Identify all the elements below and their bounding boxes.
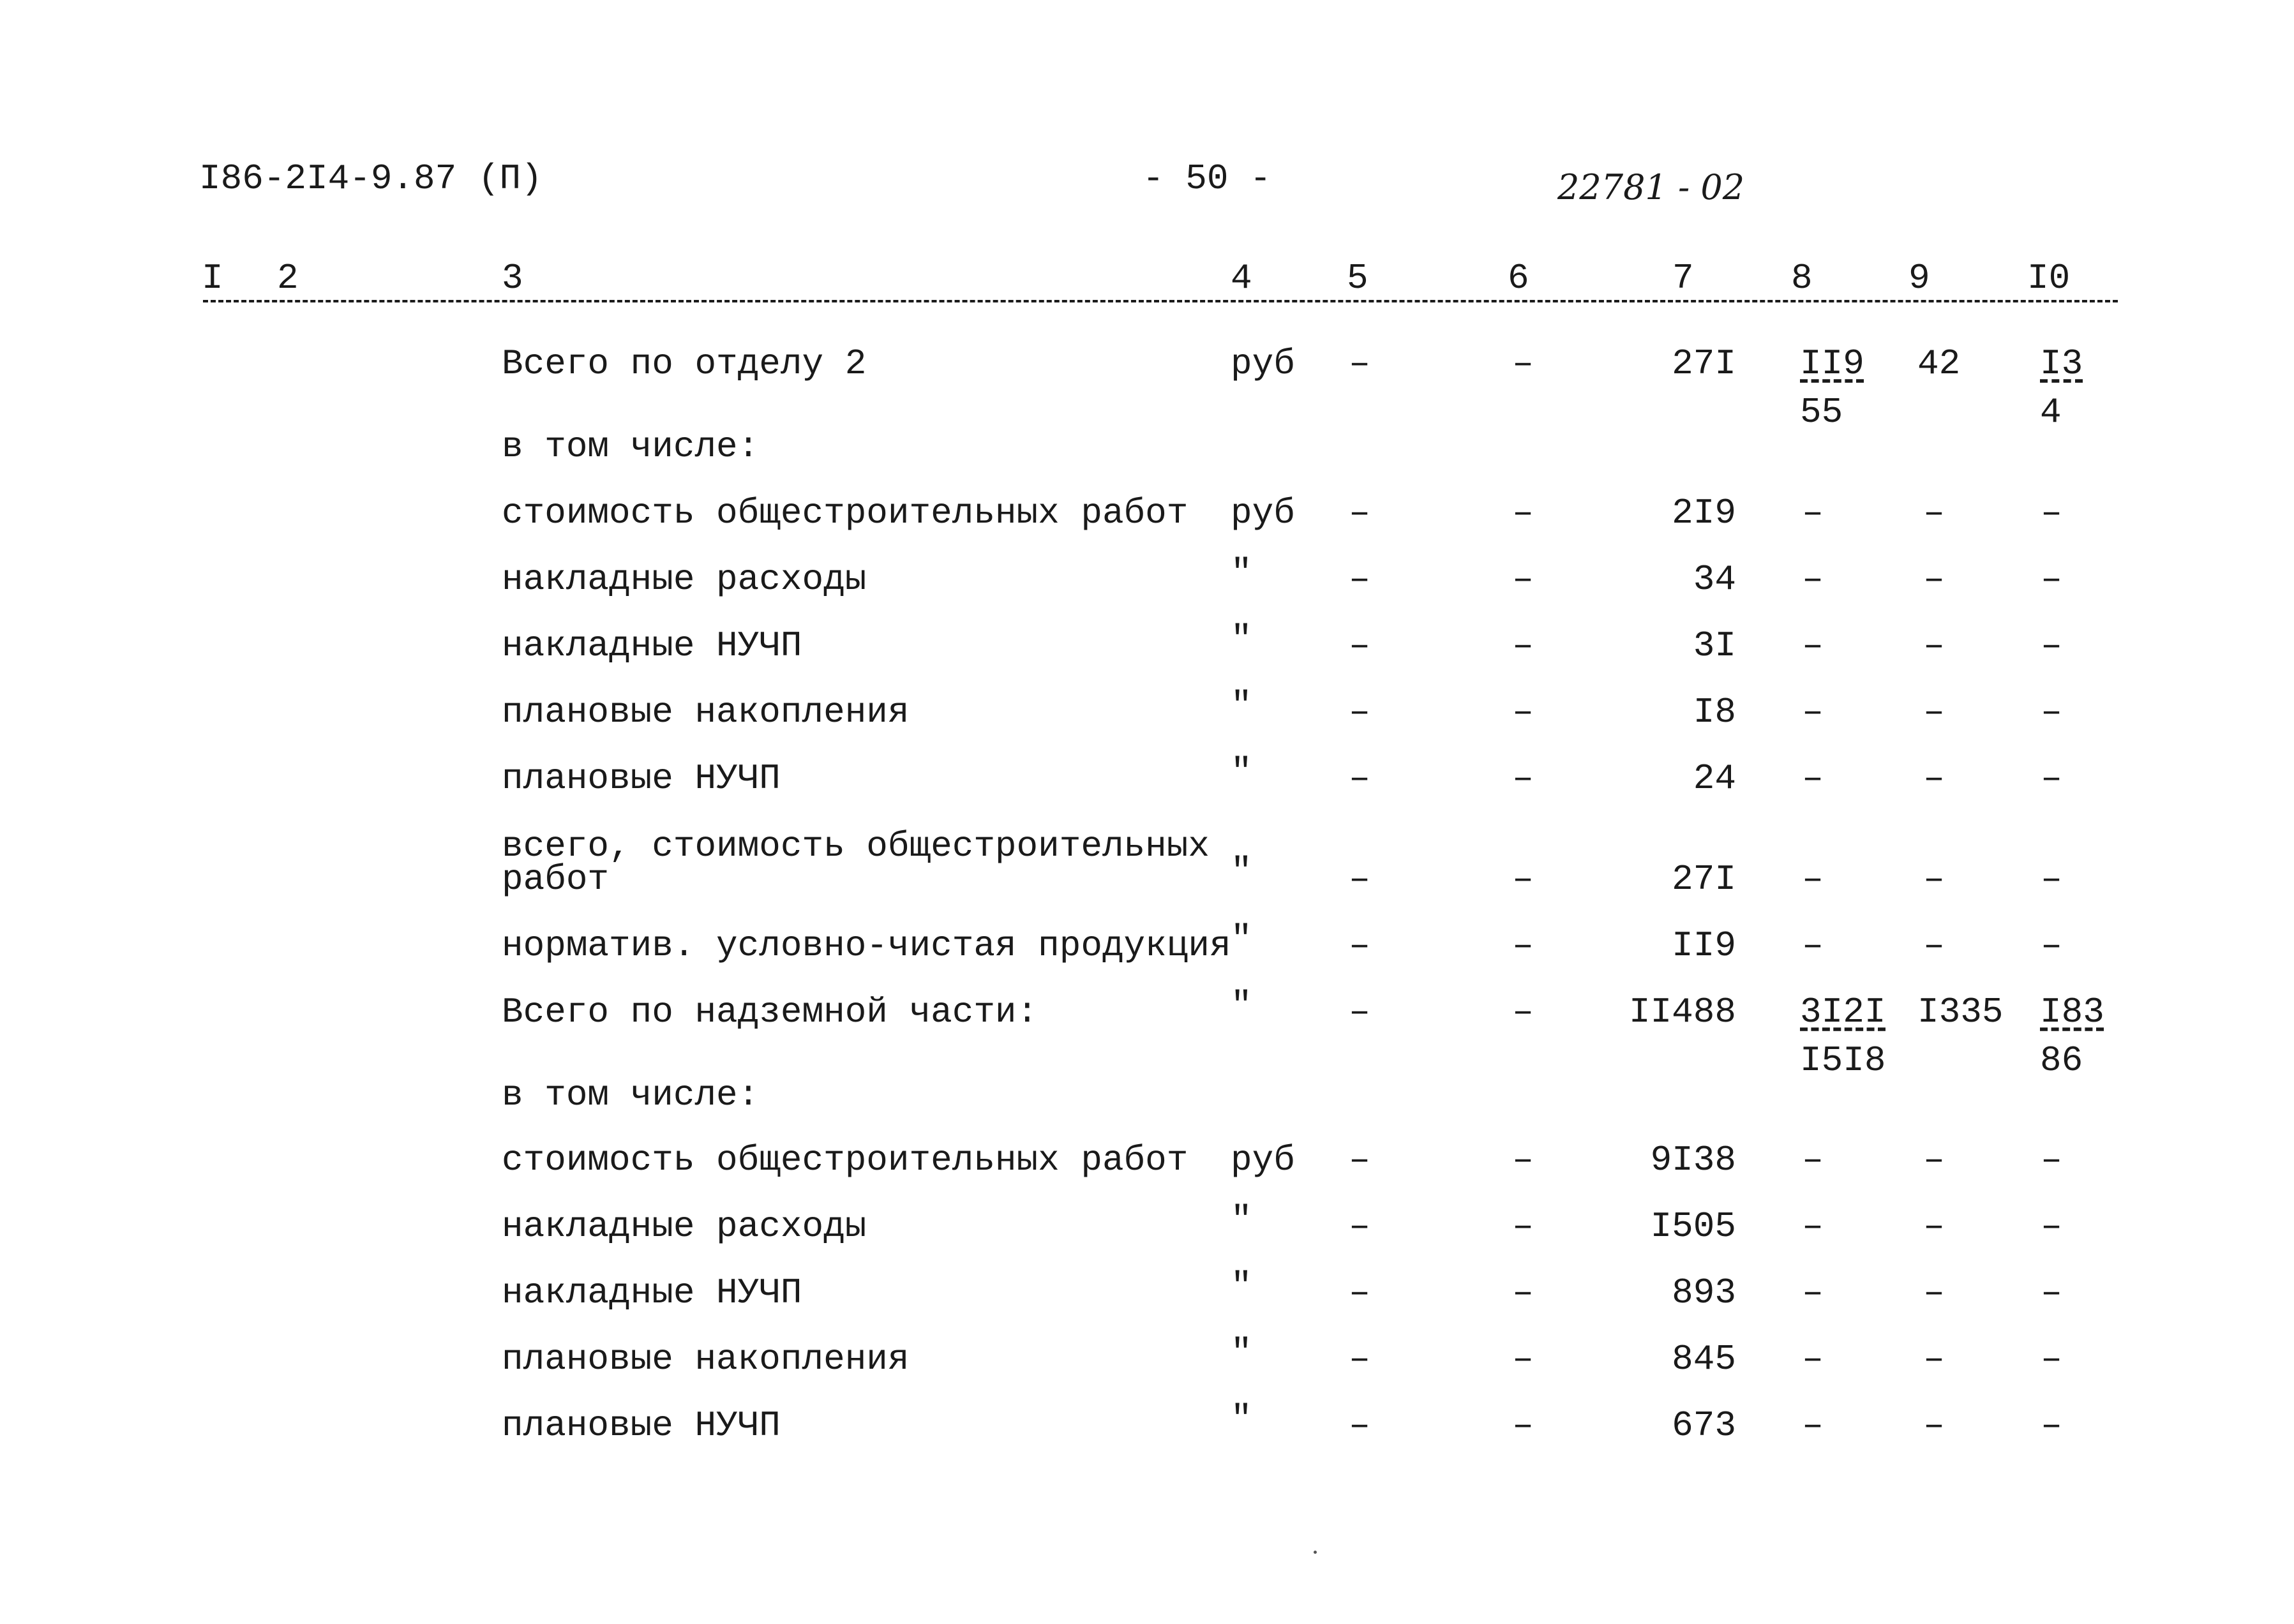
row-label-line-2: работ [502, 859, 610, 900]
col5-cell: – [1349, 1272, 1370, 1313]
col7-cell: II9 [1672, 925, 1736, 966]
col10-cell: – [2041, 493, 2062, 533]
col5-cell: – [1349, 925, 1370, 966]
ditto-mark: " [1231, 851, 1252, 892]
col5-cell: – [1349, 1140, 1370, 1181]
col8-cell: – [1802, 758, 1824, 799]
column-header-9: 9 [1908, 258, 1930, 299]
col8-cell: – [1802, 925, 1824, 966]
col5-cell: – [1349, 625, 1370, 666]
col7-cell: 24 [1693, 758, 1736, 799]
row-label: накладные НУЧП [502, 1272, 802, 1313]
col10-cell: – [2041, 559, 2062, 600]
row-label: Всего по надземной части: [502, 992, 1038, 1032]
col8-cell: – [1802, 493, 1824, 533]
col10-denominator: 4 [2040, 392, 2062, 433]
col10-cell: – [2041, 1272, 2062, 1313]
row-label: плановые накопления [502, 692, 910, 733]
col8-cell: – [1802, 859, 1824, 900]
col5-cell: – [1349, 859, 1370, 900]
col9-cell: – [1923, 1140, 1945, 1181]
scan-speck [1314, 1551, 1317, 1554]
col8-cell: – [1802, 559, 1824, 600]
col5-cell: – [1349, 343, 1370, 384]
row-label: Всего по отделу 2 [502, 343, 867, 384]
col8-cell: – [1802, 625, 1824, 666]
row-label: накладные расходы [502, 559, 867, 600]
col6-cell: – [1512, 493, 1534, 533]
col9-cell: – [1923, 1405, 1945, 1446]
col9-cell: – [1923, 625, 1945, 666]
col6-cell: – [1512, 1339, 1534, 1380]
ditto-mark: " [1231, 619, 1252, 660]
ditto-mark: " [1231, 553, 1252, 593]
col9-cell: – [1923, 559, 1945, 600]
col7-cell: 2I9 [1672, 493, 1736, 533]
ditto-mark: " [1231, 1200, 1252, 1240]
column-header-4: 4 [1231, 258, 1252, 299]
row-label: стоимость общестроительных работ [502, 493, 1188, 533]
col9-cell: – [1923, 859, 1945, 900]
col6-cell: – [1512, 1206, 1534, 1247]
col10-cell: – [2041, 758, 2062, 799]
ditto-mark: " [1231, 919, 1252, 960]
col7-cell: 27I [1672, 859, 1736, 900]
column-header-6: 6 [1508, 258, 1529, 299]
col10-numerator: I83 [2040, 992, 2104, 1032]
subtotal-caption: в том числе: [502, 426, 760, 467]
col5-cell: – [1349, 1405, 1370, 1446]
col6-cell: – [1512, 925, 1534, 966]
col5-cell: – [1349, 758, 1370, 799]
col10-denominator: 86 [2040, 1040, 2083, 1081]
ditto-mark: " [1231, 1266, 1252, 1307]
handwritten-reference: 22781 - 02 [1557, 167, 1745, 207]
col6-cell: – [1512, 1272, 1534, 1313]
col6-cell: – [1512, 1405, 1534, 1446]
column-header-7: 7 [1672, 258, 1694, 299]
unit-cell: руб [1231, 1140, 1295, 1181]
col5-cell: – [1349, 493, 1370, 533]
col6-cell: – [1512, 625, 1534, 666]
column-header-3: 3 [502, 258, 523, 299]
col7-cell: 34 [1693, 559, 1736, 600]
col10-cell: – [2041, 625, 2062, 666]
header-dashed-rule [203, 300, 2118, 302]
col7-cell: I8 [1693, 692, 1736, 733]
unit-cell: руб [1231, 343, 1295, 384]
col5-cell: – [1349, 559, 1370, 600]
col7-cell: 673 [1672, 1405, 1736, 1446]
col10-cell: – [2041, 859, 2062, 900]
col10-cell: – [2041, 1405, 2062, 1446]
column-header-10: I0 [2027, 258, 2071, 299]
col7-cell: 3I [1693, 625, 1736, 666]
row-label: плановые НУЧП [502, 758, 781, 799]
col7-cell: 9I38 [1650, 1140, 1736, 1181]
col7-cell: I505 [1650, 1206, 1736, 1247]
col7-cell: 845 [1672, 1339, 1736, 1380]
col8-cell: – [1802, 1339, 1824, 1380]
ditto-mark: " [1231, 1332, 1252, 1373]
col9-cell: – [1923, 758, 1945, 799]
col8-cell: – [1802, 1405, 1824, 1446]
row-label: накладные расходы [502, 1206, 867, 1247]
col10-cell: – [2041, 1140, 2062, 1181]
column-header-2: 2 [277, 258, 299, 299]
col9-cell: I335 [1917, 992, 2004, 1032]
col8-cell: – [1802, 1140, 1824, 1181]
col8-numerator: II9 [1800, 343, 1864, 384]
col8-cell: – [1802, 1272, 1824, 1313]
col6-cell: – [1512, 992, 1534, 1032]
col8-denominator: I5I8 [1800, 1040, 1886, 1081]
unit-cell: руб [1231, 493, 1295, 533]
subtotal-caption: в том числе: [502, 1075, 760, 1115]
col6-cell: – [1512, 1140, 1534, 1181]
column-header-5: 5 [1347, 258, 1368, 299]
col9-cell: – [1923, 925, 1945, 966]
col9-cell: – [1923, 1339, 1945, 1380]
row-label: стоимость общестроительных работ [502, 1140, 1188, 1181]
col6-cell: – [1512, 859, 1534, 900]
column-header-8: 8 [1791, 258, 1813, 299]
row-label-line-1: всего, стоимость общестроительных [502, 826, 1210, 867]
col10-cell: – [2041, 692, 2062, 733]
col7-cell: 27I [1672, 343, 1736, 384]
col7-cell: II488 [1628, 992, 1736, 1032]
col10-cell: – [2041, 925, 2062, 966]
col5-cell: – [1349, 1206, 1370, 1247]
col7-cell: 893 [1672, 1272, 1736, 1313]
col9-cell: – [1923, 493, 1945, 533]
col9-cell: – [1923, 1272, 1945, 1313]
ditto-mark: " [1231, 752, 1252, 793]
col8-denominator: 55 [1800, 392, 1843, 433]
col8-cell: – [1802, 1206, 1824, 1247]
col6-cell: – [1512, 559, 1534, 600]
col9-cell: – [1923, 692, 1945, 733]
col8-numerator: 3I2I [1800, 992, 1886, 1032]
page-number: - 50 - [1143, 158, 1271, 199]
col5-cell: – [1349, 1339, 1370, 1380]
row-label: плановые накопления [502, 1339, 910, 1380]
row-label: норматив. условно-чистая продукция [502, 925, 1231, 966]
col6-cell: – [1512, 343, 1534, 384]
column-header-1: I [202, 258, 223, 299]
col10-cell: – [2041, 1339, 2062, 1380]
ditto-mark: " [1231, 685, 1252, 726]
ditto-mark: " [1231, 1399, 1252, 1440]
row-label: накладные НУЧП [502, 625, 802, 666]
col10-cell: – [2041, 1206, 2062, 1247]
row-label: плановые НУЧП [502, 1405, 781, 1446]
col5-cell: – [1349, 992, 1370, 1032]
col9-cell: – [1923, 1206, 1945, 1247]
col8-cell: – [1802, 692, 1824, 733]
document-code: I86-2I4-9.87 (П) [199, 158, 543, 199]
col6-cell: – [1512, 692, 1534, 733]
col6-cell: – [1512, 758, 1534, 799]
ditto-mark: " [1231, 985, 1252, 1026]
col5-cell: – [1349, 692, 1370, 733]
col10-numerator: I3 [2040, 343, 2083, 384]
col9-cell: 42 [1917, 343, 1961, 384]
